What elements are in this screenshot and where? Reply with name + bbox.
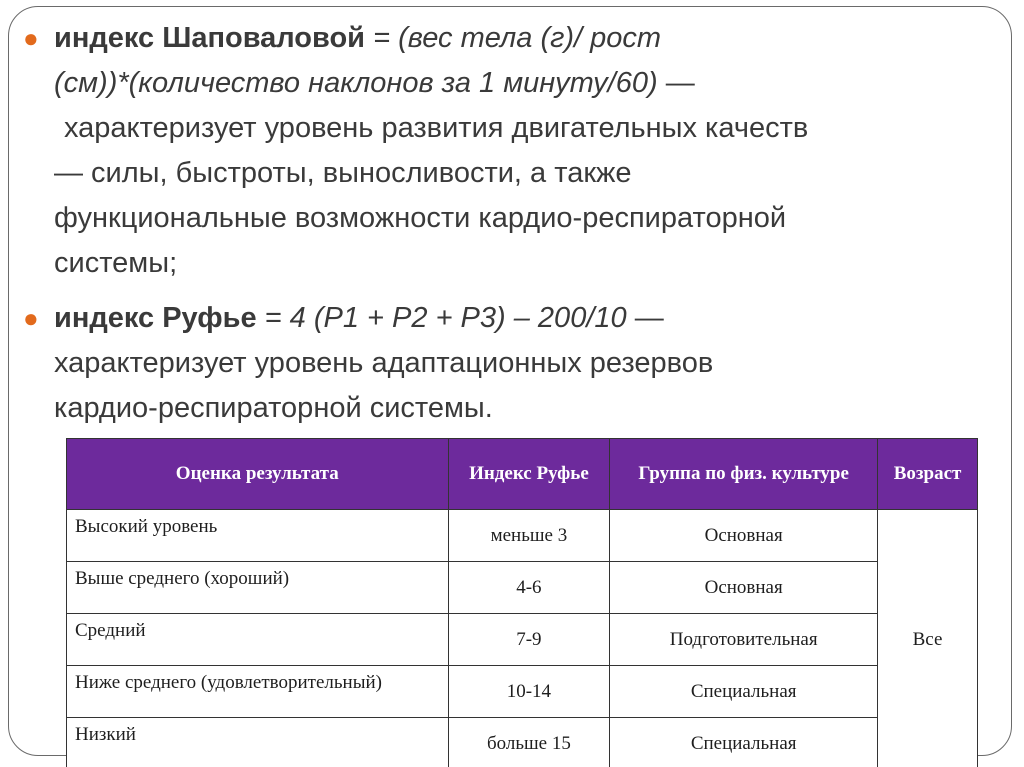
cell-assessment: Выше среднего (хороший) xyxy=(67,562,449,614)
table-row xyxy=(67,718,978,767)
formula-part-2: (см))*(количество наклонов за 1 минуту/60) xyxy=(54,67,658,99)
desc-line: системы; xyxy=(54,247,178,279)
cell-index: 10-14 xyxy=(448,666,610,718)
cell-group: Основная xyxy=(610,562,878,614)
bullet-line xyxy=(54,16,1018,61)
table-header-row xyxy=(67,439,978,510)
desc-line: характеризует уровень адаптационных резервов xyxy=(54,347,714,379)
bullet-shapovalova: ● индекс Шаповаловой = (вес тела (г)/ рост (см))*(количество наклонов за 1 минуту/60) — характеризует уровень развития двигательных качеств — силы, быстроты, выносливости, а также функциональные возможности кардио-респираторной системы; xyxy=(20,16,1018,286)
cell-index: меньше 3 xyxy=(448,510,610,562)
header-assessment: Оценка результата xyxy=(67,439,449,510)
bullet-rufier: ● индекс Руфье = 4 (P1 + P2 + P3) – 200/10 — характеризует уровень адаптационных резервов кардио-респираторной системы. xyxy=(20,296,1018,431)
header-age: Возраст xyxy=(878,439,978,510)
cell-age: Все xyxy=(878,510,978,767)
desc-line: — силы, быстроты, выносливости, а также xyxy=(54,157,632,189)
cell-assessment: Низкий xyxy=(67,718,449,767)
slide-content xyxy=(20,16,1018,431)
rufier-table xyxy=(66,438,978,767)
cell-group: Подготовительная xyxy=(610,614,878,666)
formula-rufier: = 4 (P1 + P2 + P3) – 200/10 xyxy=(256,302,627,334)
cell-group: Основная xyxy=(610,510,878,562)
table-row xyxy=(67,510,978,562)
dash: — xyxy=(657,67,695,99)
table-row xyxy=(67,666,978,718)
table-row xyxy=(67,614,978,666)
header-group: Группа по физ. культуре xyxy=(610,439,878,510)
header-index: Индекс Руфье xyxy=(448,439,610,510)
bullet-line xyxy=(54,61,1018,106)
cell-index: 4-6 xyxy=(448,562,610,614)
cell-group: Специальная xyxy=(610,666,878,718)
cell-assessment: Ниже среднего (удовлетворительный) xyxy=(67,666,449,718)
bullet-line xyxy=(54,296,1018,341)
cell-assessment: Средний xyxy=(67,614,449,666)
desc-line: характеризует уровень развития двигательных качеств xyxy=(64,112,809,144)
dash: — xyxy=(626,302,664,334)
cell-assessment: Высокий уровень xyxy=(67,510,449,562)
desc-line: кардио-респираторной системы. xyxy=(54,392,493,424)
table-row xyxy=(67,562,978,614)
term-rufier: индекс Руфье xyxy=(54,302,257,334)
term-shapovalova: индекс Шаповаловой xyxy=(54,22,366,54)
cell-index: больше 15 xyxy=(448,718,610,767)
desc-line: функциональные возможности кардио-респираторной xyxy=(54,202,787,234)
cell-index: 7-9 xyxy=(448,614,610,666)
cell-group: Специальная xyxy=(610,718,878,767)
formula-part-1: = (вес тела (г)/ рост xyxy=(365,22,662,54)
